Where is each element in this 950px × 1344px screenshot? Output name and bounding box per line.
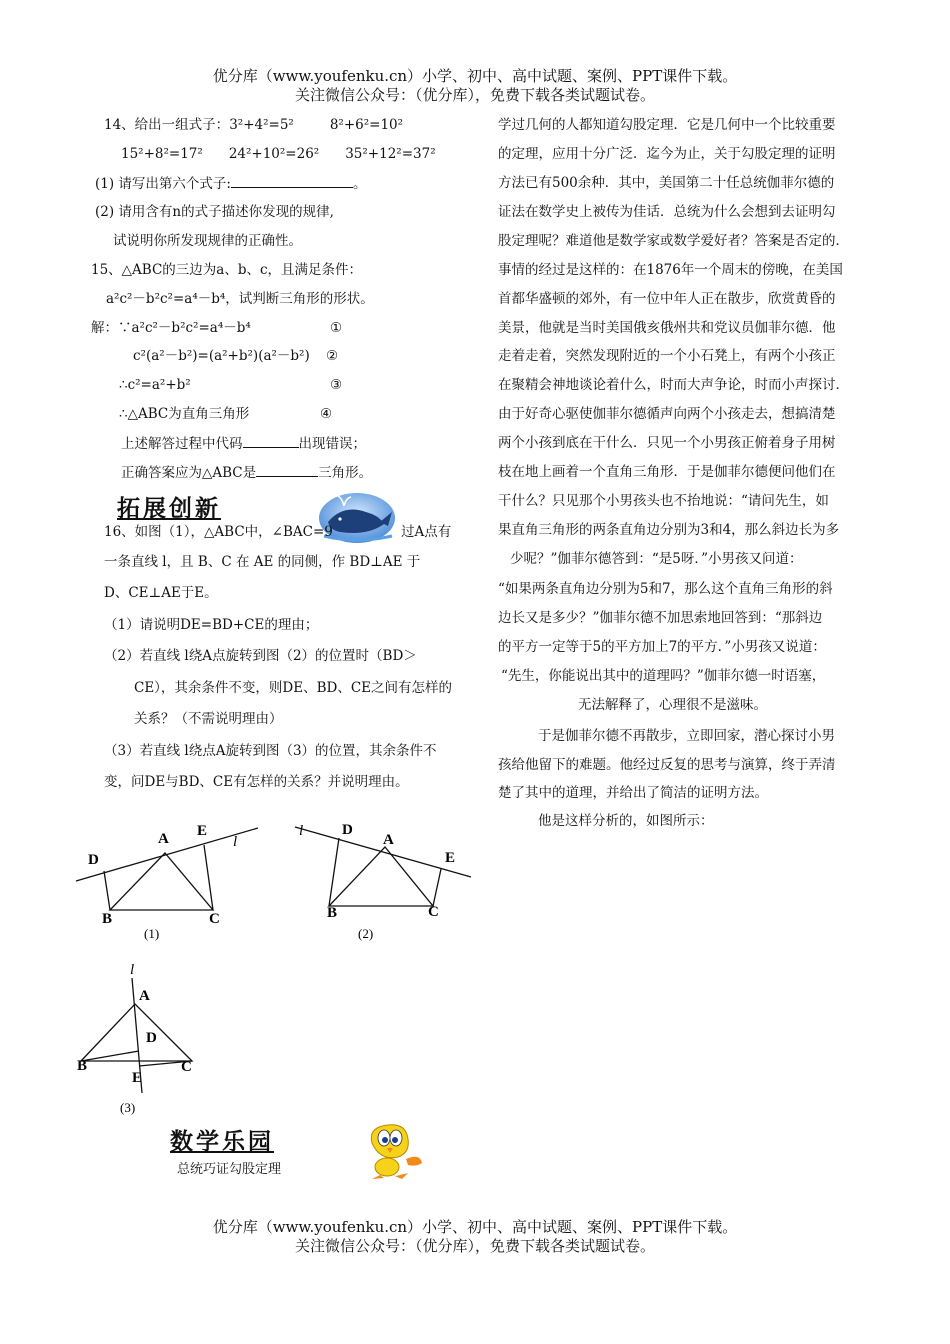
story-line: 两个小孩到底在干什么．只见一个小男孩正俯着身子用树 [498, 435, 836, 451]
story-line: 在聚精会神地谈论着什么，时而大声争论，时而小声探讨． [498, 377, 849, 393]
q16-line3: D、CE⊥AE于E。 [104, 585, 218, 601]
story-line: 他是这样分析的，如图所示： [538, 813, 714, 829]
q15-ask2-text: 正确答案应为△ABC是 [121, 465, 257, 481]
q15-step2-number: ② [326, 348, 339, 364]
story-line: 股定理呢？难道他是数学家或数学爱好者？答案是否定的． [498, 233, 849, 249]
fig3-caption: (3) [120, 1100, 136, 1115]
fig1-label-l: l [233, 834, 238, 850]
story-line: 干什么？只见那个小男孩头也不抬地说：“请问先生，如 [498, 493, 829, 509]
story-line: 果直角三角形的两条直角边分别为3和4，那么斜边长为多 [498, 522, 840, 538]
q15-step3-number: ③ [330, 377, 343, 393]
story-line: 方法已有500余种．其中，美国第二十任总统伽菲尔德的 [498, 175, 835, 191]
fig1-triangle [110, 853, 213, 910]
q15-type-blank[interactable] [256, 463, 318, 477]
q15-stem: 15、△ABC的三边为a、b、c，且满足条件： [91, 262, 363, 278]
section-title-extension: 拓展创新 [117, 496, 221, 522]
fig2-caption: (2) [358, 926, 374, 941]
fig2-label-e: E [445, 850, 456, 866]
fig2-label-d: D [342, 822, 353, 838]
fig3-label-b: B [77, 1058, 88, 1074]
footer-line-2: 关注微信公众号：（优分库），免费下载各类试题试卷。 [294, 1237, 655, 1255]
q14-eq4: 24²+10²=26² [228, 146, 320, 162]
q15-step4: ∴△ABC为直角三角形 [119, 406, 250, 422]
q15-step1-number: ① [330, 320, 343, 336]
q15-condition: a²c²－b²c²=a⁴－b⁴，试判断三角形的形状。 [106, 291, 374, 307]
fig2-segment-bd [329, 838, 339, 906]
fig3-label-l: l [130, 962, 135, 978]
q16-line2: 一条直线 l，且 B、C 在 AE 的同侧，作 BD⊥AE 于 [104, 554, 421, 570]
fig2-label-c: C [428, 904, 439, 920]
story-line: 边长又是多少？”伽菲尔德不加思索地回答到：“那斜边 [498, 610, 823, 626]
fig2-label-a: A [383, 832, 394, 848]
fig1-label-d: D [88, 852, 99, 868]
header-line-1: 优分库（www.youfenku.cn）小学、初中、高中试题、案例、PPT课件下载。 [212, 67, 738, 85]
q16-line9: 变，问DE与BD、CE有怎样的关系？并说明理由。 [104, 774, 409, 790]
story-line: “先生，你能说出其中的道理吗？”伽菲尔德一时语塞， [501, 668, 826, 684]
story-line: 证法在数学史上被传为佳话．总统为什么会想到去证明勾 [498, 204, 836, 220]
q14-eq1: 3²+4²=5² [229, 117, 294, 133]
fig1-label-b: B [102, 911, 113, 927]
q14-part2a: (2) 请用含有n的式子描述你发现的规律, [95, 204, 334, 220]
story-line: 首都华盛顿的郊外，有一位中年人正在散步，欣赏黄昏的 [498, 291, 836, 307]
footer-line-1: 优分库（www.youfenku.cn）小学、初中、高中试题、案例、PPT课件下载。 [212, 1218, 738, 1236]
fig2-label-l: l [299, 823, 304, 839]
story-line: 的平方一定等于5的平方加上7的平方．”小男孩又说道： [498, 639, 826, 655]
q14-part1-text: (1) 请写出第六个式子: [95, 176, 231, 192]
story-line: 无法解释了，心理很不是滋味。 [578, 697, 767, 713]
story-line: 于是伽菲尔德不再散步，立即回家，潜心探讨小男 [538, 728, 835, 744]
q16-line1a: 16、如图（1），△ABC中，∠BAC=9 [104, 524, 333, 540]
q14-part2b: 试说明你所发现规律的正确性。 [113, 233, 302, 249]
q15-step1: 解：∵a²c²－b²c²=a⁴－b⁴ [91, 320, 251, 336]
q15-ask1-text: 上述解答过程中代码 [121, 436, 243, 452]
story-line: “如果两条直角边分别为5和7，那么这个直角三角形的斜 [498, 581, 833, 597]
q14-part1 [95, 174, 366, 193]
story-line: 美景，他就是当时美国俄亥俄州共和党议员伽菲尔德．他 [498, 320, 836, 336]
figure-1 [70, 815, 270, 945]
q16-line6: CE），其余条件不变，则DE、BD、CE之间有怎样的 [134, 680, 453, 696]
story-line: 由于好奇心驱使伽菲尔德循声向两个小孩走去，想搞清楚 [498, 406, 836, 422]
q15-ask2 [121, 463, 372, 482]
fig3-label-c: C [181, 1059, 192, 1075]
q14-eq5: 35²+12²=37² [345, 146, 436, 162]
q15-ask2-end: 三角形。 [318, 465, 373, 481]
story-line: 少呢？”伽菲尔德答到：“是5呀．”小男孩又问道： [510, 551, 803, 567]
story-line: 楚了其中的道理，并给出了简洁的证明方法。 [498, 785, 768, 801]
story-line: 枝在地上画着一个直角三角形．于是伽菲尔德便问他们在 [498, 464, 836, 480]
fig3-label-e: E [132, 1070, 143, 1086]
q14-part1-end: 。 [352, 176, 367, 192]
q16-line7: 关系？（不需说明理由） [134, 711, 283, 727]
q15-ask1-end: 出现错误； [298, 436, 366, 452]
fig2-label-b: B [327, 905, 338, 921]
fig1-label-e: E [197, 823, 208, 839]
figure-3 [75, 958, 215, 1118]
section-title-math-garden: 数学乐园 [170, 1129, 274, 1155]
q16-line8: （3）若直线 l绕点A旋转到图（3）的位置，其余条件不 [104, 743, 437, 759]
story-line: 事情的经过是这样的：在1876年一个周末的傍晚，在美国 [498, 262, 843, 278]
cartoon-bird-picture [358, 1123, 426, 1181]
q14-eq-line [121, 145, 436, 163]
story-line: 孩给他留下的难题。他经过反复的思考与演算，终于弄清 [498, 757, 836, 773]
fig3-label-a: A [139, 988, 150, 1004]
q15-step3: ∴c²=a²+b² [119, 377, 191, 393]
q14-eq2: 8²+6²=10² [329, 117, 404, 133]
q15-step4-number: ④ [320, 406, 333, 422]
fig1-label-c: C [209, 911, 220, 927]
q15-step2: c²(a²－b²)=(a²+b²)(a²－b²) [133, 348, 310, 364]
fig1-caption: (1) [144, 926, 160, 941]
fig2-segment-ce [433, 869, 441, 906]
fig3-label-d: D [146, 1030, 157, 1046]
q15-ask1 [121, 434, 366, 453]
q14-eq3: 15²+8²=17² [121, 146, 203, 162]
q14-intro-line [104, 116, 403, 134]
q14-intro: 14、给出一组式子： [104, 117, 230, 133]
figure-2 [285, 815, 480, 945]
q14-answer-blank[interactable] [231, 174, 353, 188]
story-line: 的定理，应用十分广泛．迄今为止，关于勾股定理的证明 [498, 146, 836, 162]
q15-error-blank[interactable] [243, 434, 299, 448]
q16-line5: （2）若直线 l绕A点旋转到图（2）的位置时（BD＞ [104, 648, 417, 664]
fig1-label-a: A [158, 831, 169, 847]
story-line: 学过几何的人都知道勾股定理．它是几何中一个比较重要 [498, 117, 836, 133]
fig2-triangle [329, 847, 433, 906]
header-line-2: 关注微信公众号：（优分库），免费下载各类试题试卷。 [294, 86, 655, 104]
story-title: 总统巧证勾股定理 [177, 1162, 282, 1177]
story-line: 走着走着，突然发现附近的一个小石凳上，有两个小孩正 [498, 348, 836, 364]
q16-line1b: 过A点有 [401, 524, 452, 540]
fig1-segment-bd [104, 871, 110, 910]
q16-line4: （1）请说明DE=BD+CE的理由； [104, 617, 319, 633]
